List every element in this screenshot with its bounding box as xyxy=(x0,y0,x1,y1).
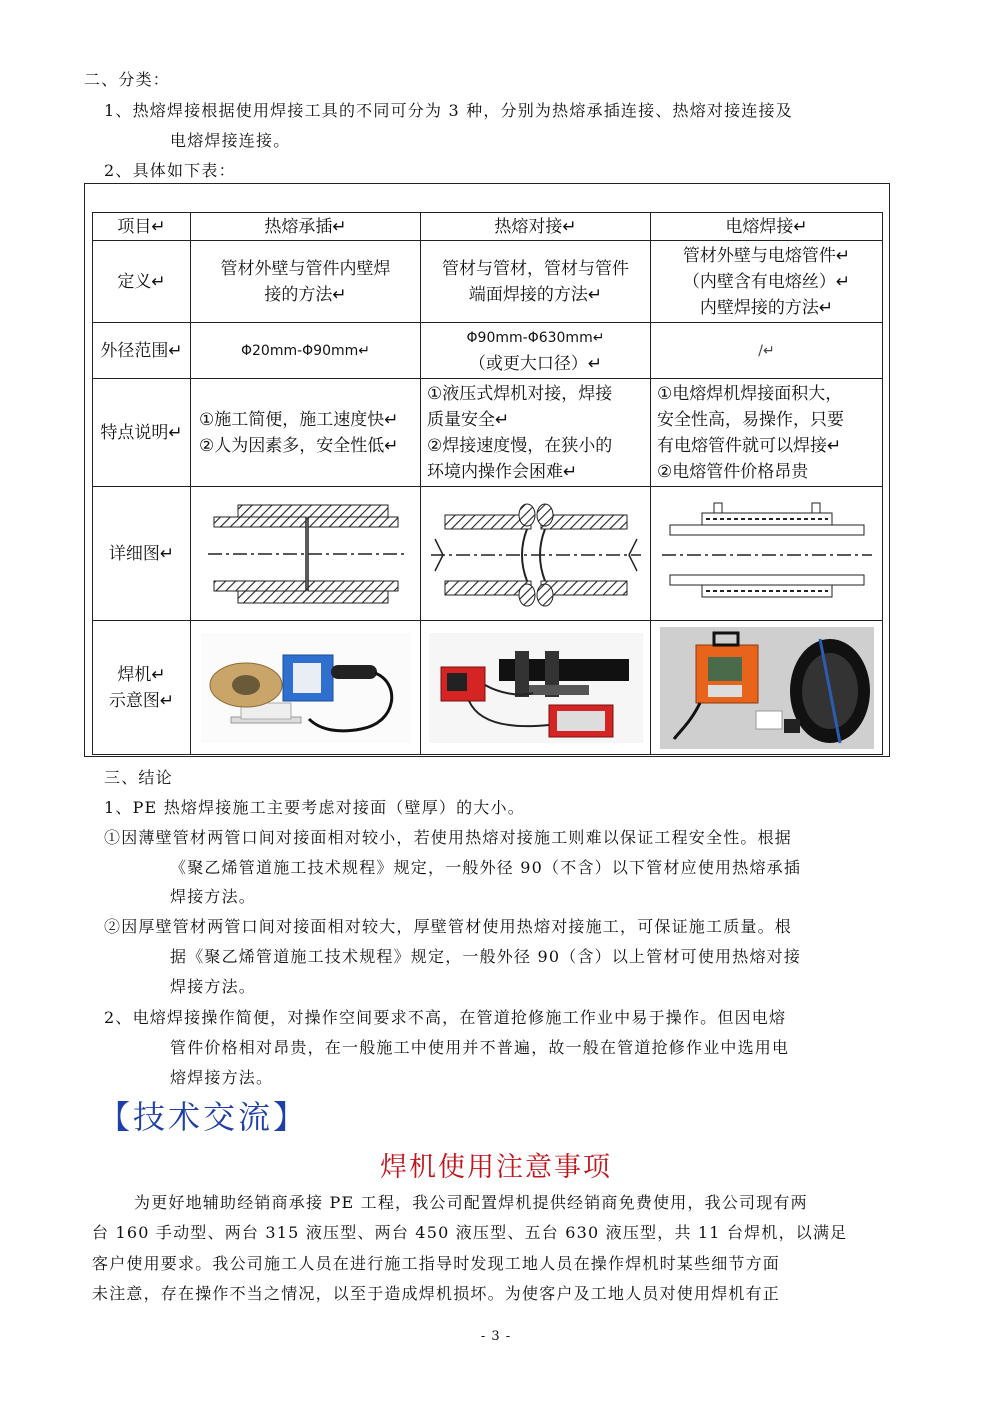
table-cell: Φ90mm-Φ630mm↵ （或更大口径）↵ xyxy=(421,323,651,379)
electrofusion-welder-photo xyxy=(660,627,874,749)
socket-welder-photo xyxy=(201,633,411,743)
table-cell xyxy=(191,487,421,621)
table-cell: 管材外壁与电熔管件↵ （内壁含有电熔丝）↵ 内壁焊接的方法↵ xyxy=(651,241,883,323)
table-row-features xyxy=(93,379,883,487)
paragraph-line: 熔焊接方法。 xyxy=(170,1068,274,1087)
table-cell: 管材外壁与管件内壁焊 接的方法↵ xyxy=(191,241,421,323)
paragraph-line: ②因厚壁管材两管口间对接面相对较大，厚壁管材使用热熔对接施工，可保证施工质量。根 xyxy=(104,917,793,936)
row-label: 详细图↵ xyxy=(93,487,191,621)
header-cell: 热熔承插↵ xyxy=(191,213,421,241)
table-cell: ①液压式焊机对接，焊接 质量安全↵ ②焊接速度慢，在狭小的 环境内操作会困难↵ xyxy=(421,379,651,487)
table-cell: Φ20mm-Φ90mm↵ xyxy=(191,323,421,379)
article-title: 焊机使用注意事项 xyxy=(380,1152,612,1183)
paragraph-line: 未注意，存在操作不当之情况，以至于造成焊机损坏。为使客户及工地人员对使用焊机有正 xyxy=(92,1284,781,1303)
table-cell xyxy=(191,621,421,755)
section-title: 三、结论 xyxy=(104,768,173,787)
paragraph-line: ①因薄壁管材两管口间对接面相对较小，若使用热熔对接施工则难以保证工程安全性。根据 xyxy=(104,828,793,847)
paragraph-line: 客户使用要求。我公司施工人员在进行施工指导时发现工地人员在操作焊机时某些细节方面 xyxy=(92,1254,781,1273)
table-row-detail xyxy=(93,487,883,621)
paragraph-line: 2、具体如下表： xyxy=(104,161,236,180)
table-row-definition xyxy=(93,241,883,323)
table-cell: 管材与管材，管材与管件 端面焊接的方法↵ xyxy=(421,241,651,323)
paragraph-line: 2、电熔焊接操作简便，对操作空间要求不高，在管道抢修施工作业中易于操作。但因电熔 xyxy=(104,1008,787,1027)
paragraph-line: 据《聚乙烯管道施工技术规程》规定，一般外径 90（含）以上管材可使用热熔对接 xyxy=(170,947,802,966)
section-heading: 【技术交流】 xyxy=(98,1098,309,1136)
table-cell: ①施工简便，施工速度快↵ ②人为因素多，安全性低↵ xyxy=(191,379,421,487)
table-row-diameter xyxy=(93,323,883,379)
butt-fusion-diagram xyxy=(431,499,641,609)
row-label: 焊机↵ 示意图↵ xyxy=(93,621,191,755)
table-cell xyxy=(651,621,883,755)
table-cell xyxy=(421,487,651,621)
electrofusion-diagram xyxy=(662,499,872,609)
header-cell: 项目↵ xyxy=(93,213,191,241)
paragraph-line: 为更好地辅助经销商承接 PE 工程，我公司配置焊机提供经销商免费使用，我公司现有两 xyxy=(134,1193,808,1212)
header-cell: 电熔焊接↵ xyxy=(651,213,883,241)
paragraph-line: 焊接方法。 xyxy=(170,887,257,906)
paragraph-line: 台 160 手动型、两台 315 液压型、两台 450 液压型、五台 630 液压型，共 11 台焊机，以满足 xyxy=(92,1223,848,1242)
paragraph-line: 1、PE 热熔焊接施工主要考虑对接面（壁厚）的大小。 xyxy=(104,798,525,817)
comparison-table xyxy=(92,212,883,755)
row-label: 外径范围↵ xyxy=(93,323,191,379)
row-label: 特点说明↵ xyxy=(93,379,191,487)
table-cell xyxy=(421,621,651,755)
table-cell xyxy=(651,487,883,621)
paragraph-line: 《聚乙烯管道施工技术规程》规定，一般外径 90（不含）以下管材应使用热熔承插 xyxy=(170,858,802,877)
row-label: 定义↵ xyxy=(93,241,191,323)
paragraph-line: 电熔焊接连接。 xyxy=(170,131,291,150)
table-row-machine xyxy=(93,621,883,755)
table-cell: ①电熔焊机焊接面积大， 安全性高，易操作，只要 有电熔管件就可以焊接↵ ②电熔管件价格昂贵 xyxy=(651,379,883,487)
paragraph-line: 管件价格相对昂贵，在一般施工中使用并不普遍，故一般在管道抢修作业中选用电 xyxy=(170,1038,790,1057)
socket-fusion-diagram xyxy=(208,499,404,609)
page-number: - 3 - xyxy=(480,1329,512,1344)
section-title: 二、分类： xyxy=(84,70,171,89)
butt-welder-photo xyxy=(429,633,643,743)
header-cell: 热熔对接↵ xyxy=(421,213,651,241)
paragraph-line: 1、热熔焊接根据使用焊接工具的不同可分为 3 种，分别为热熔承插连接、热熔对接连接及 xyxy=(104,101,793,120)
table-cell: /↵ xyxy=(651,323,883,379)
table-header-row xyxy=(93,213,883,241)
paragraph-line: 焊接方法。 xyxy=(170,977,257,996)
